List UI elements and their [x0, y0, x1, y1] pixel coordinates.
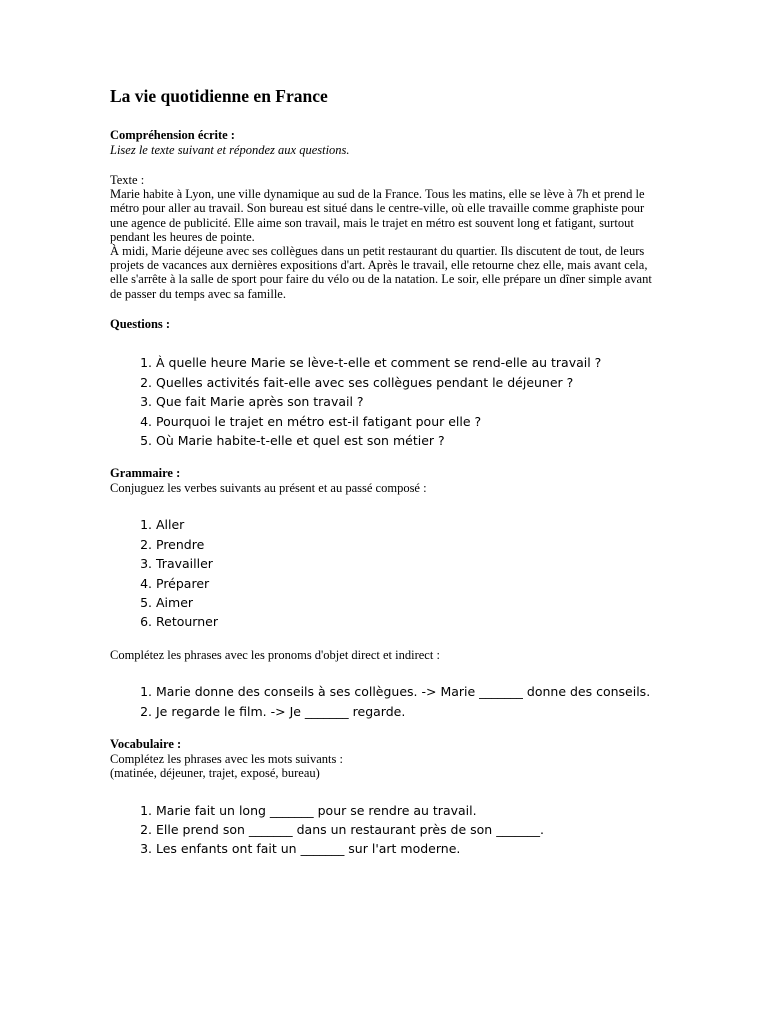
grammaire-heading: Grammaire :: [110, 466, 181, 481]
list-item: 2. Elle prend son _______ dans un restaurant près de son _______.: [156, 820, 658, 839]
list-item: 1. À quelle heure Marie se lève-t-elle et comment se rend-elle au travail ?: [156, 353, 658, 372]
spacer: [110, 331, 658, 353]
texte-paragraph-2: À midi, Marie déjeune avec ses collègues dans un petit restaurant du quartier. Ils discutent de tout, de leurs projets de vacances aux dernières expositions d'art. Après le travail, elle retourne chez elle, mais avant cela, elle s'arrête à la salle de sport pour faire du vélo ou de la natation. Le soir, elle prépare un dîner simple avant de passer du temps avec sa famille.: [110, 244, 652, 301]
list-item: 4. Pourquoi le trajet en métro est-il fatigant pour elle ?: [156, 412, 658, 431]
document-page: [110, 86, 658, 859]
spacer: [110, 301, 658, 317]
spacer: [110, 662, 658, 682]
spacer: [110, 632, 658, 648]
document-title: La vie quotidienne en France: [110, 86, 328, 106]
pronoms-instruction: Complétez les phrases avec les pronoms d'objet direct et indirect :: [110, 647, 440, 662]
list-item: 1. Marie donne des conseils à ses collègues. -> Marie _______ donne des conseils.: [156, 682, 658, 701]
vocabulaire-instruction: Complétez les phrases avec les mots suivants :: [110, 751, 343, 766]
texte-label: Texte :: [110, 173, 145, 187]
list-item: 4. Préparer: [156, 574, 658, 593]
vocabulaire-list: [110, 801, 658, 859]
list-item: 2. Je regarde le film. -> Je _______ regarde.: [156, 702, 658, 721]
questions-heading: Questions :: [110, 316, 171, 331]
questions-list: [110, 353, 658, 450]
grammaire-instruction: Conjuguez les verbes suivants au présent et au passé composé :: [110, 480, 427, 495]
vocabulaire-heading: Vocabulaire :: [110, 737, 182, 752]
spacer: [110, 157, 658, 173]
list-item: 5. Où Marie habite-t-elle et quel est son métier ?: [156, 431, 658, 450]
comprehension-instruction: Lisez le texte suivant et répondez aux questions.: [110, 142, 350, 157]
list-item: 1. Aller: [156, 515, 658, 534]
verbs-list: [110, 515, 658, 631]
spacer: [110, 721, 658, 737]
spacer: [110, 781, 658, 801]
spacer: [110, 495, 658, 515]
list-item: 5. Aimer: [156, 593, 658, 612]
list-item: 2. Quelles activités fait-elle avec ses collègues pendant le déjeuner ?: [156, 373, 658, 392]
list-item: 3. Que fait Marie après son travail ?: [156, 392, 658, 411]
comprehension-heading: Compréhension écrite :: [110, 128, 235, 142]
list-item: 3. Travailler: [156, 554, 658, 573]
list-item: 1. Marie fait un long _______ pour se rendre au travail.: [156, 801, 658, 820]
list-item: 2. Prendre: [156, 535, 658, 554]
vocabulaire-words: (matinée, déjeuner, trajet, exposé, bureau): [110, 766, 320, 781]
list-item: 6. Retourner: [156, 612, 658, 631]
pronoms-list: [110, 682, 658, 721]
texte-paragraph-1: Marie habite à Lyon, une ville dynamique au sud de la France. Tous les matins, elle se lève à 7h et prend le métro pour aller au travail. Son bureau est situé dans le centre-ville, où elle travaille comme graphiste pour une agence de publicité. Elle aime son travail, mais le trajet en métro est souvent long et fatigant, surtout pendant les heures de pointe.: [110, 187, 645, 244]
spacer: [110, 450, 658, 466]
list-item: 3. Les enfants ont fait un _______ sur l'art moderne.: [156, 839, 658, 858]
